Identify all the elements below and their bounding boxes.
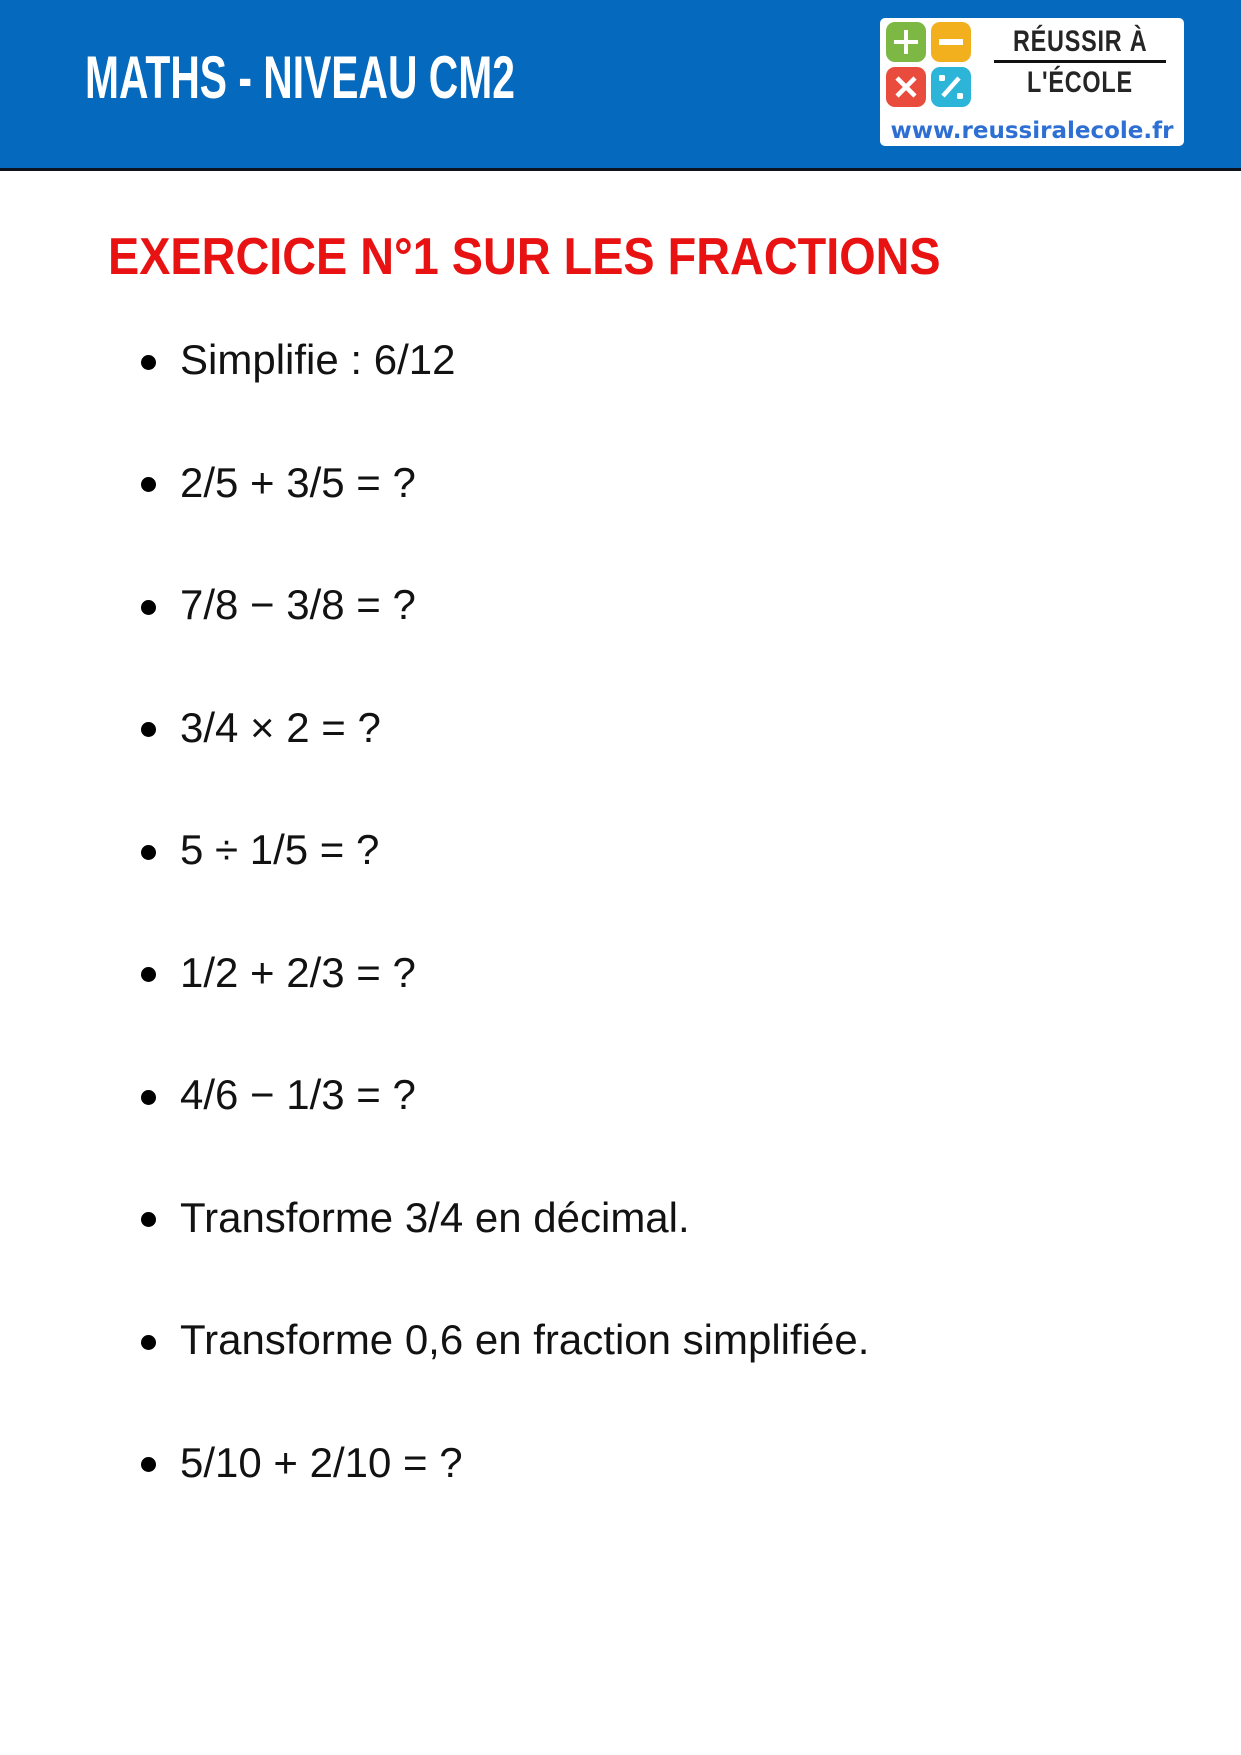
list-item xyxy=(141,1157,1201,1280)
minus-icon xyxy=(931,22,971,62)
list-item-text: 1/2 + 2/3 = ? xyxy=(180,948,416,996)
list-item-text: Simplifie : 6/12 xyxy=(180,336,456,384)
header-band xyxy=(0,0,1241,171)
page-title: MATHS - NIVEAU CM2 xyxy=(85,44,515,111)
list-item-text: 4/6 − 1/3 = ? xyxy=(180,1071,416,1119)
bullet-icon xyxy=(141,845,156,860)
list-item xyxy=(141,1402,1201,1525)
list-item xyxy=(141,789,1201,912)
bullet-icon xyxy=(141,1212,156,1227)
list-item xyxy=(141,667,1201,790)
exercise-list xyxy=(141,299,1201,1524)
bullet-icon xyxy=(141,967,156,982)
bullet-icon xyxy=(141,722,156,737)
list-item xyxy=(141,299,1201,422)
list-item-text: 3/4 × 2 = ? xyxy=(180,703,381,751)
list-item-text: 7/8 − 3/8 = ? xyxy=(180,581,416,629)
list-item xyxy=(141,912,1201,1035)
website-url: www.reussiralecole.fr xyxy=(890,118,1174,144)
bullet-icon xyxy=(141,1335,156,1350)
list-item xyxy=(141,1279,1201,1402)
bullet-icon xyxy=(141,600,156,615)
bullet-icon xyxy=(141,1090,156,1105)
logo-brand-text xyxy=(982,26,1178,98)
brand-line2: L'ÉCOLE xyxy=(1027,66,1133,99)
list-item xyxy=(141,1034,1201,1157)
brand-line1: RÉUSSIR À xyxy=(1012,25,1148,58)
list-item-text: 5 ÷ 1/5 = ? xyxy=(180,826,380,874)
list-item-text: Transforme 3/4 en décimal. xyxy=(180,1193,690,1241)
bullet-icon xyxy=(141,355,156,370)
exercise-heading: EXERCICE N°1 SUR LES FRACTIONS xyxy=(108,228,941,286)
percent-icon xyxy=(931,67,971,107)
list-item-text: 2/5 + 3/5 = ? xyxy=(180,458,416,506)
bullet-icon xyxy=(141,477,156,492)
list-item xyxy=(141,544,1201,667)
list-item-text: Transforme 0,6 en fraction simplifiée. xyxy=(180,1316,870,1364)
list-item-text: 5/10 + 2/10 = ? xyxy=(180,1438,463,1486)
brand-divider xyxy=(994,60,1166,63)
multiply-icon xyxy=(886,67,926,107)
bullet-icon xyxy=(141,1457,156,1472)
reussir-a-lecole-logo xyxy=(880,18,1184,146)
plus-icon xyxy=(886,22,926,62)
operator-squares xyxy=(886,22,971,107)
list-item xyxy=(141,422,1201,545)
